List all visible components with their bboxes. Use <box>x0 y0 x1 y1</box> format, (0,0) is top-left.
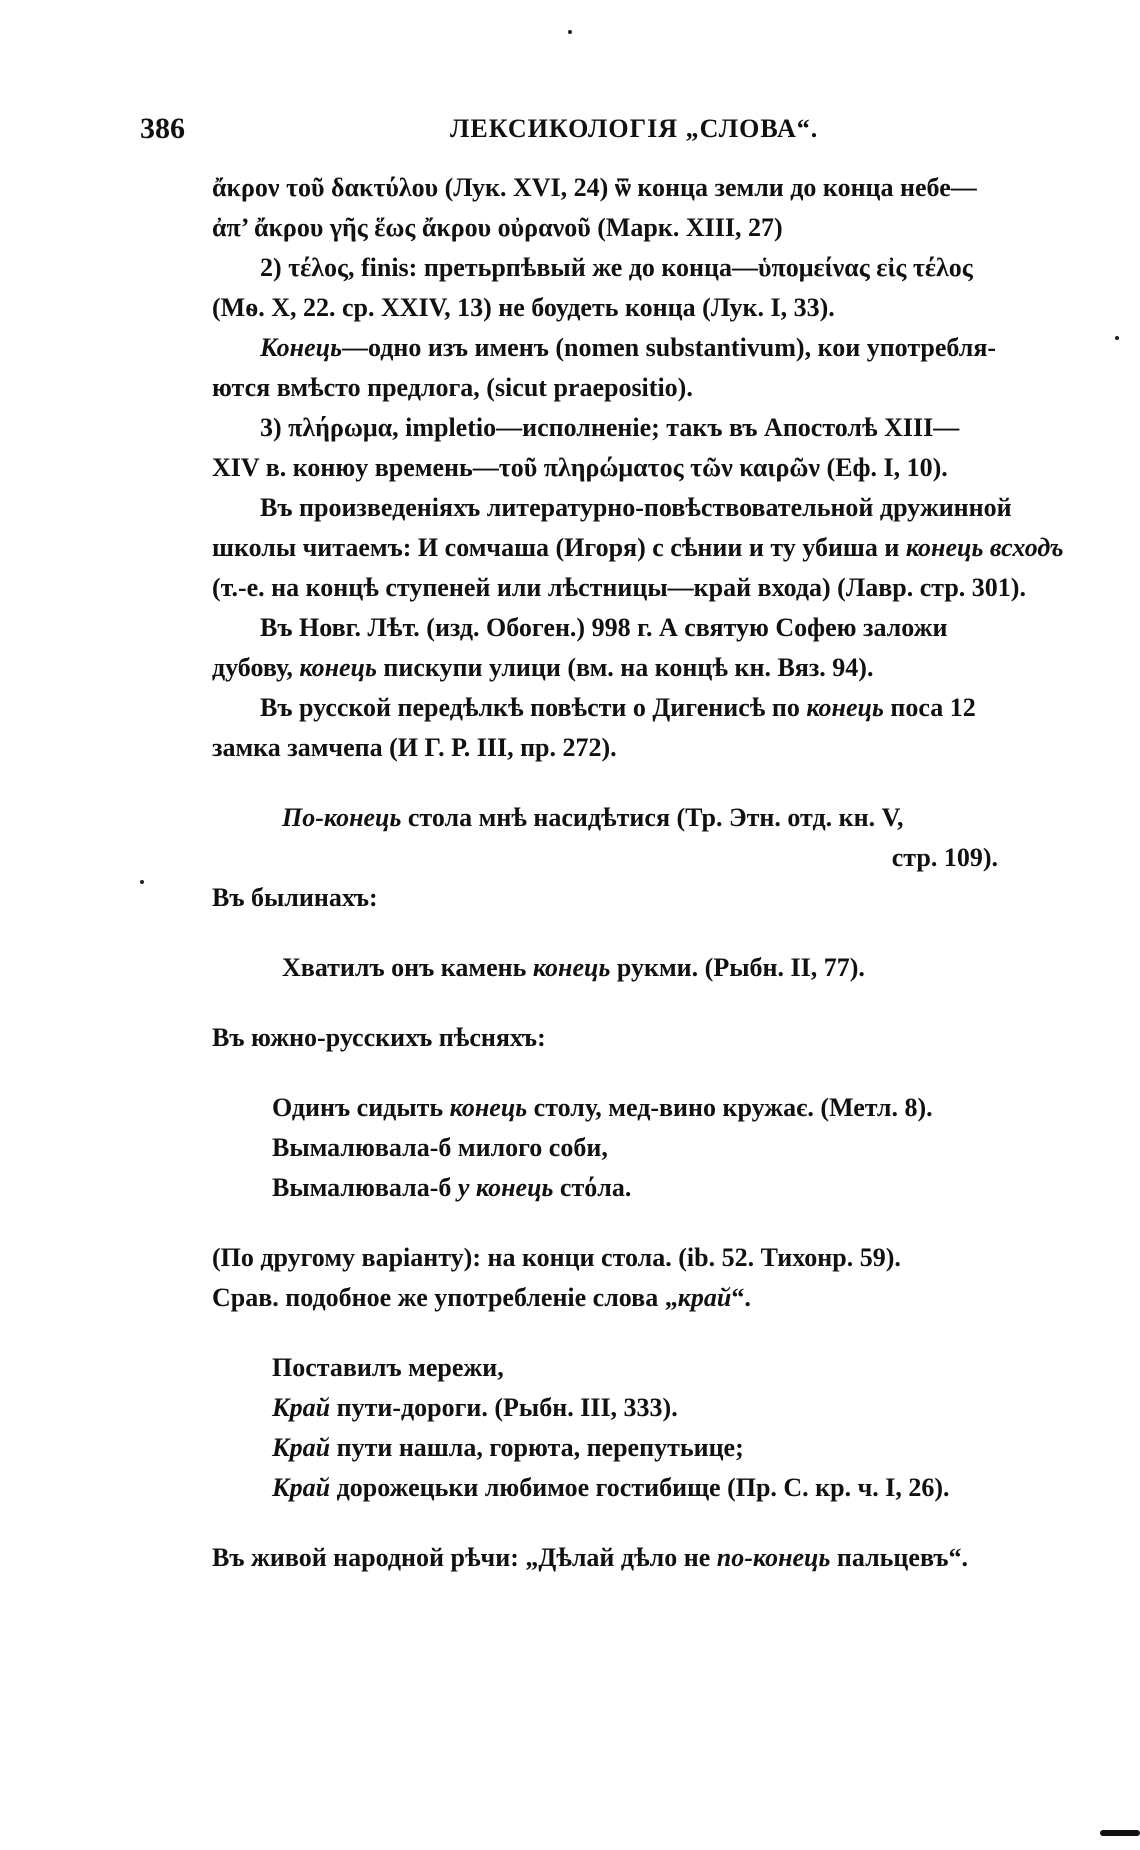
text-line: Въ живой народной рѣчи: „Дѣлай дѣло не по-конець пальцевъ“. <box>212 1543 969 1572</box>
scan-speck <box>568 30 572 34</box>
italic-term: конець всходъ <box>905 533 1064 562</box>
text-line: Въ произведеніяхъ литературно-повѣствовательной дружинной <box>260 493 1012 522</box>
text-line: Конець—одно изъ именъ (nomen substantivum), кои употребля- <box>260 333 997 362</box>
page-header <box>140 112 1040 152</box>
page-body <box>212 168 1068 1578</box>
verse-line: Одинъ сидыть конець столу, мед-вино кружає. (Метл. 8). <box>272 1093 933 1122</box>
text-line: школы читаемъ: И сомчаша (Игоря) с сѣнии и ту убиша и конець всходъ <box>212 533 1064 562</box>
scan-speck <box>140 880 144 884</box>
text-line: Срав. подобное же употребленіе слова „край“. <box>212 1283 751 1312</box>
italic-term: по-конець <box>716 1543 831 1572</box>
text-line: XIV в. конюу времень—τοῦ πληρώματος τῶν καιρῶν (Еф. I, 10). <box>212 453 948 482</box>
italic-term: Конець <box>260 333 342 362</box>
page-number: 386 <box>140 112 185 145</box>
text-line: замка замчепа (И Г. Р. III, пр. 272). <box>212 733 617 762</box>
text-line: (По другому варіанту): на конци стола. (ib. 52. Тихонр. 59). <box>212 1243 901 1272</box>
italic-term: конець <box>449 1093 528 1122</box>
italic-term: у конець <box>457 1173 554 1202</box>
verse-line: Хватилъ онъ камень конець рукми. (Рыбн. II, 77). <box>282 953 865 982</box>
italic-term: конець <box>299 653 377 682</box>
verse-line: Край дорожецьки любимое гостибище (Пр. С. кр. ч. I, 26). <box>272 1473 950 1502</box>
italic-term: край <box>677 1283 732 1312</box>
text-line: 3) πλήρωμα, impletio—исполненіе; такъ въ Апостолѣ XIII— <box>260 413 960 442</box>
italic-term: Край <box>272 1393 331 1422</box>
italic-term: По-конець <box>282 803 402 832</box>
verse-line: По-конець стола мнѣ насидѣтися (Тр. Этн. отд. кн. V, <box>282 803 904 832</box>
verse-line: стр. 109). <box>891 843 998 872</box>
text-line: (т.-е. на концѣ ступеней или лѣстницы—край входа) (Лавр. стр. 301). <box>212 573 1026 602</box>
verse-line: Край пути нашла, горюта, перепутьице; <box>272 1433 744 1462</box>
text-line: дубову, конець пискупи улици (вм. на концѣ кн. Вяз. 94). <box>212 653 874 682</box>
italic-term: конець <box>532 953 611 982</box>
verse-line: Вымалювала-б милого соби, <box>272 1133 608 1162</box>
verse-line: Вымалювала-б у конець стόла. <box>272 1173 632 1202</box>
running-title: ЛЕКСИКОЛОГІЯ „СЛОВА“. <box>450 114 819 143</box>
text-line: Въ Новг. Лѣт. (изд. Обоген.) 998 г. А святую Софею заложи <box>260 613 948 642</box>
scan-speck <box>1115 336 1119 340</box>
text-line: (Мѳ. X, 22. ср. XXIV, 13) не боудеть конца (Лук. I, 33). <box>212 293 835 322</box>
italic-term: Край <box>272 1473 331 1502</box>
text-line: Въ былинахъ: <box>212 883 378 912</box>
text-line: Въ русской передѣлкѣ повѣсти о Дигенисѣ по конець поса 12 <box>260 693 976 722</box>
verse-line: Край пути-дороги. (Рыбн. III, 333). <box>272 1393 678 1422</box>
italic-term: Край <box>272 1433 331 1462</box>
text-line: ются вмѣсто предлога, (sicut praepositio). <box>212 373 693 402</box>
italic-term: конець <box>806 693 884 722</box>
scan-edge-mark <box>1100 1830 1140 1836</box>
text-line: 2) τέλος, finis: претьрпѣвый же до конца—ὑπομείνας εἰς τέλος <box>260 253 973 282</box>
text-line: ἄκρον τοῦ δακτύλου (Лук. XVI, 24) ѿ конца земли до конца небе— <box>212 173 977 202</box>
text-line: Въ южно-русскихъ пѣсняхъ: <box>212 1023 546 1052</box>
text-line: ἀπ’ ἄκρου γῆς ἕως ἄκρου οὐρανοῦ (Марк. XIII, 27) <box>212 213 783 242</box>
verse-line: Поставилъ мережи, <box>272 1353 504 1382</box>
